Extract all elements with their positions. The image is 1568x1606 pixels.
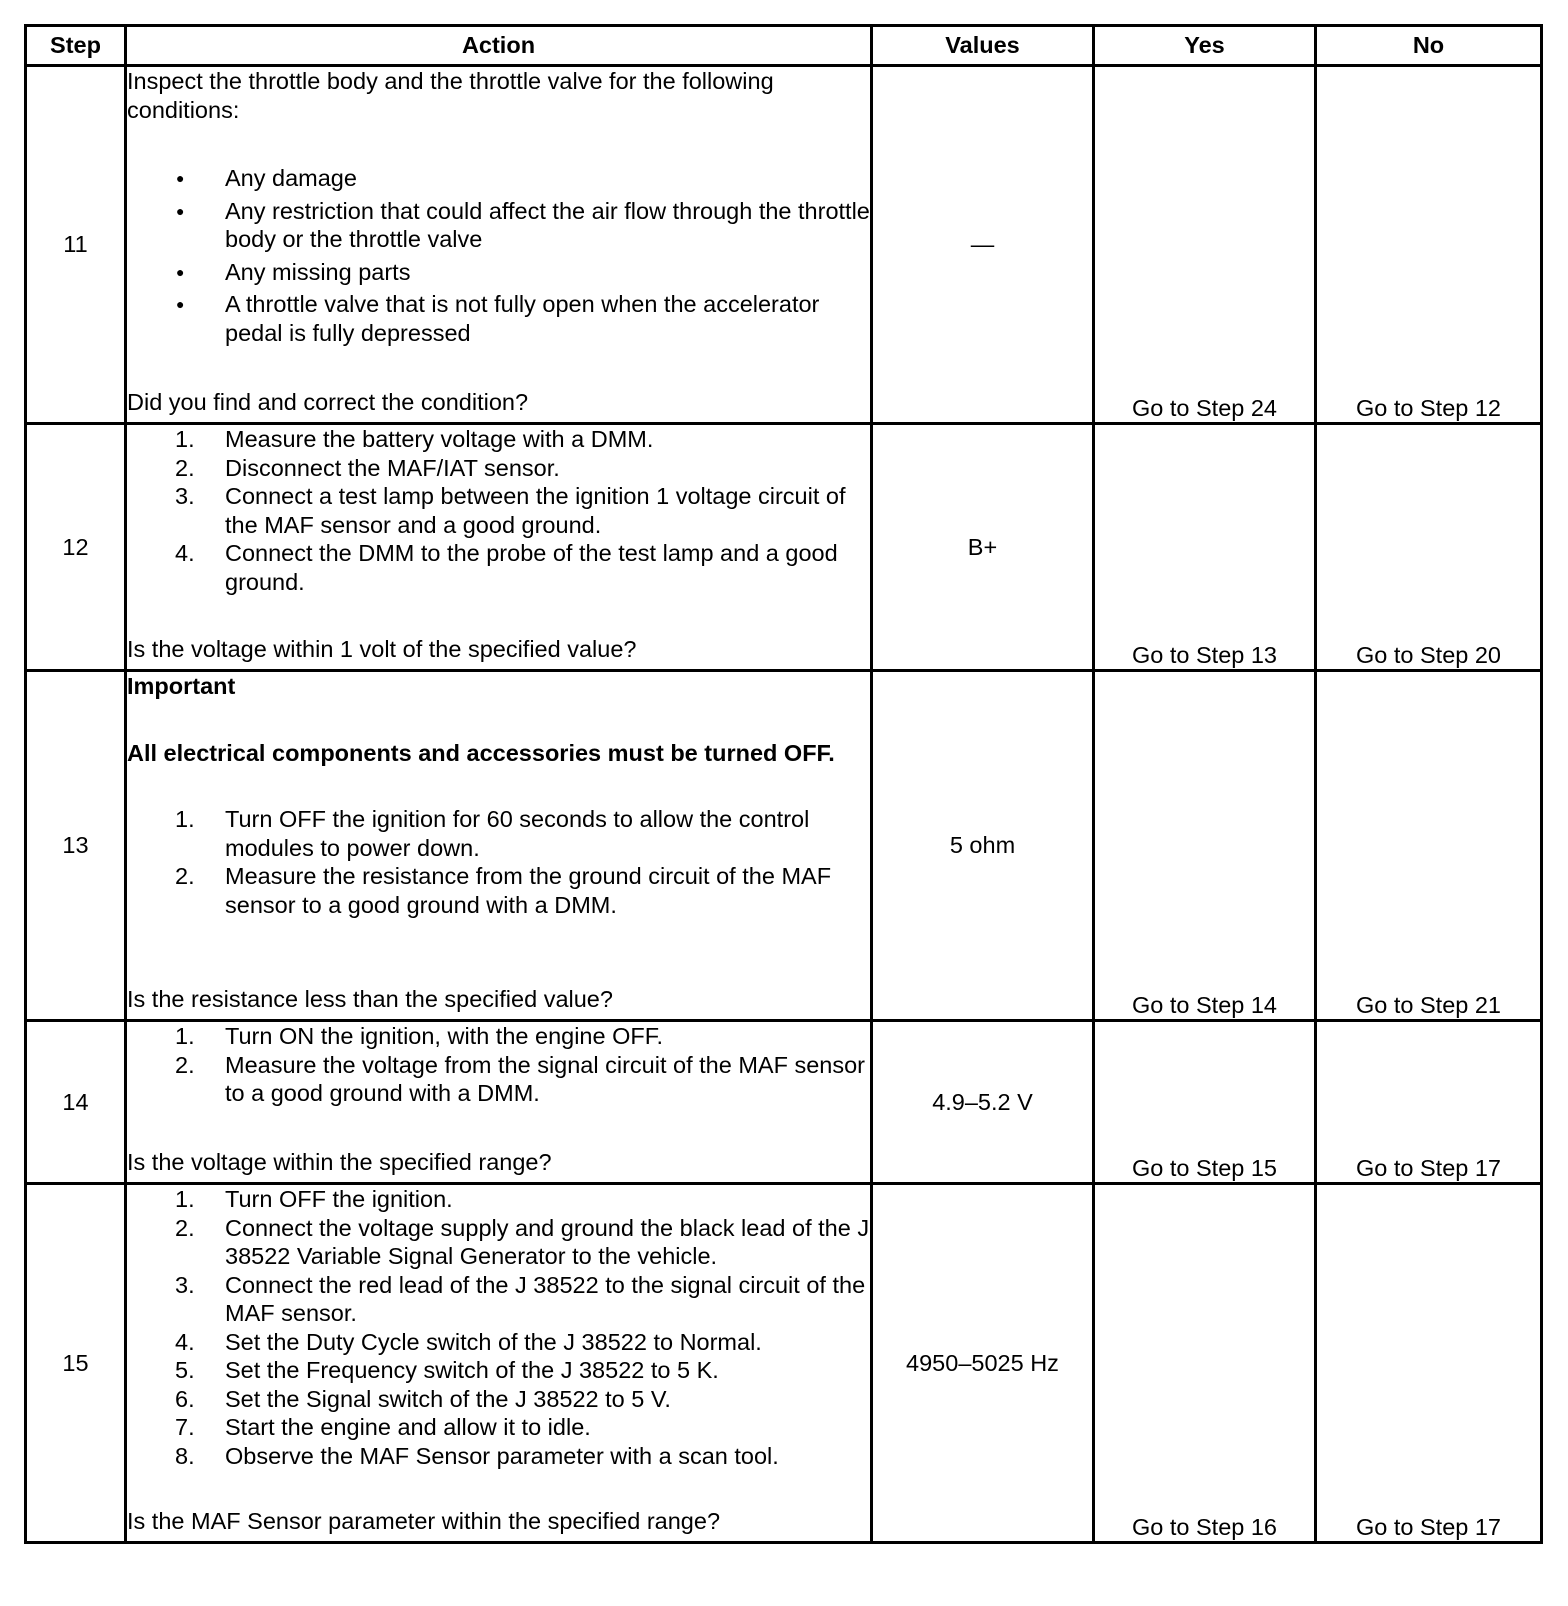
list-item: ● A throttle valve that is not fully open when the accelerator pedal is fully depressed	[127, 290, 870, 347]
action-cell	[126, 671, 872, 1021]
list-item: ● Any restriction that could affect the air flow through the throttle body or the throttle valve	[127, 197, 870, 254]
header-action: Action	[126, 26, 872, 66]
diagnostic-table	[24, 24, 1543, 1544]
yes-cell: Go to Step 24	[1094, 66, 1316, 424]
no-cell: Go to Step 20	[1316, 424, 1542, 671]
yes-cell: Go to Step 16	[1094, 1184, 1316, 1543]
list-item: 2. Connect the voltage supply and ground the black lead of the J 38522 Variable Signal Generator to the vehicle.	[175, 1214, 870, 1269]
step-number: 14	[26, 1021, 126, 1184]
action-cell	[126, 424, 872, 671]
header-step: Step	[26, 26, 126, 66]
important-label: Important	[127, 673, 236, 699]
list-item: 2. Measure the resistance from the ground circuit of the MAF sensor to a good ground with a DMM.	[175, 863, 832, 918]
no-cell: Go to Step 21	[1316, 671, 1542, 1021]
list-item: 8. Observe the MAF Sensor parameter with a scan tool.	[175, 1442, 779, 1469]
action-cell	[126, 66, 872, 424]
list-item: 4. Set the Duty Cycle switch of the J 38522 to Normal.	[175, 1328, 762, 1355]
procedure-list	[127, 1185, 870, 1470]
header-values: Values	[872, 26, 1094, 66]
condition-list	[127, 164, 870, 347]
action-question: Is the voltage within the specified range?	[127, 1148, 552, 1175]
list-item: 4. Connect the DMM to the probe of the test lamp and a good ground.	[175, 540, 838, 595]
action-cell	[126, 1021, 872, 1184]
list-item: 6. Set the Signal switch of the J 38522 to 5 V.	[175, 1385, 671, 1412]
list-item: 1. Turn OFF the ignition.	[175, 1186, 453, 1212]
list-item: 1. Turn ON the ignition, with the engine OFF.	[175, 1023, 664, 1049]
action-question: Is the voltage within 1 volt of the specified value?	[127, 635, 637, 662]
action-question: Is the MAF Sensor parameter within the specified range?	[127, 1507, 721, 1534]
yes-cell: Go to Step 15	[1094, 1021, 1316, 1184]
no-cell: Go to Step 17	[1316, 1021, 1542, 1184]
value-cell: —	[872, 66, 1094, 424]
procedure-list	[127, 805, 870, 919]
list-item: ● Any damage	[127, 164, 870, 193]
table-row	[26, 66, 1542, 424]
value-cell: 5 ohm	[872, 671, 1094, 1021]
no-cell: Go to Step 12	[1316, 66, 1542, 424]
value-cell: 4.9–5.2 V	[872, 1021, 1094, 1184]
list-item: 2. Disconnect the MAF/IAT sensor.	[175, 454, 560, 481]
value-cell: B+	[872, 424, 1094, 671]
procedure-list	[127, 1022, 870, 1108]
table-row	[26, 671, 1542, 1021]
step-number: 15	[26, 1184, 126, 1543]
table-row	[26, 1021, 1542, 1184]
step-number: 13	[26, 671, 126, 1021]
table-row	[26, 424, 1542, 671]
step-number: 12	[26, 424, 126, 671]
yes-cell: Go to Step 13	[1094, 424, 1316, 671]
procedure-list	[127, 425, 870, 596]
action-question: Is the resistance less than the specified value?	[127, 985, 613, 1012]
list-item: 2. Measure the voltage from the signal circuit of the MAF sensor to a good ground with a DMM.	[175, 1051, 866, 1106]
table-row	[26, 1184, 1542, 1543]
step-number: 11	[26, 66, 126, 424]
header-row	[26, 26, 1542, 66]
list-item: 3. Connect the red lead of the J 38522 to the signal circuit of the MAF sensor.	[175, 1271, 866, 1326]
value-cell: 4950–5025 Hz	[872, 1184, 1094, 1543]
list-item: 5. Set the Frequency switch of the J 38522 to 5 K.	[175, 1357, 719, 1383]
list-item: 3. Connect a test lamp between the ignition 1 voltage circuit of the MAF sensor and a good ground.	[175, 483, 846, 538]
important-note: All electrical components and accessories must be turned OFF.	[127, 739, 835, 766]
list-item: ● Any missing parts	[127, 258, 870, 287]
action-intro: Inspect the throttle body and the throttle valve for the following conditions:	[127, 68, 774, 123]
list-item: 1. Turn OFF the ignition for 60 seconds to allow the control modules to power down.	[175, 806, 810, 861]
list-item: 7. Start the engine and allow it to idle.	[175, 1414, 591, 1440]
yes-cell: Go to Step 14	[1094, 671, 1316, 1021]
action-question: Did you find and correct the condition?	[127, 388, 529, 415]
header-yes: Yes	[1094, 26, 1316, 66]
header-no: No	[1316, 26, 1542, 66]
action-cell	[126, 1184, 872, 1543]
no-cell: Go to Step 17	[1316, 1184, 1542, 1543]
list-item: 1. Measure the battery voltage with a DMM.	[175, 426, 654, 452]
